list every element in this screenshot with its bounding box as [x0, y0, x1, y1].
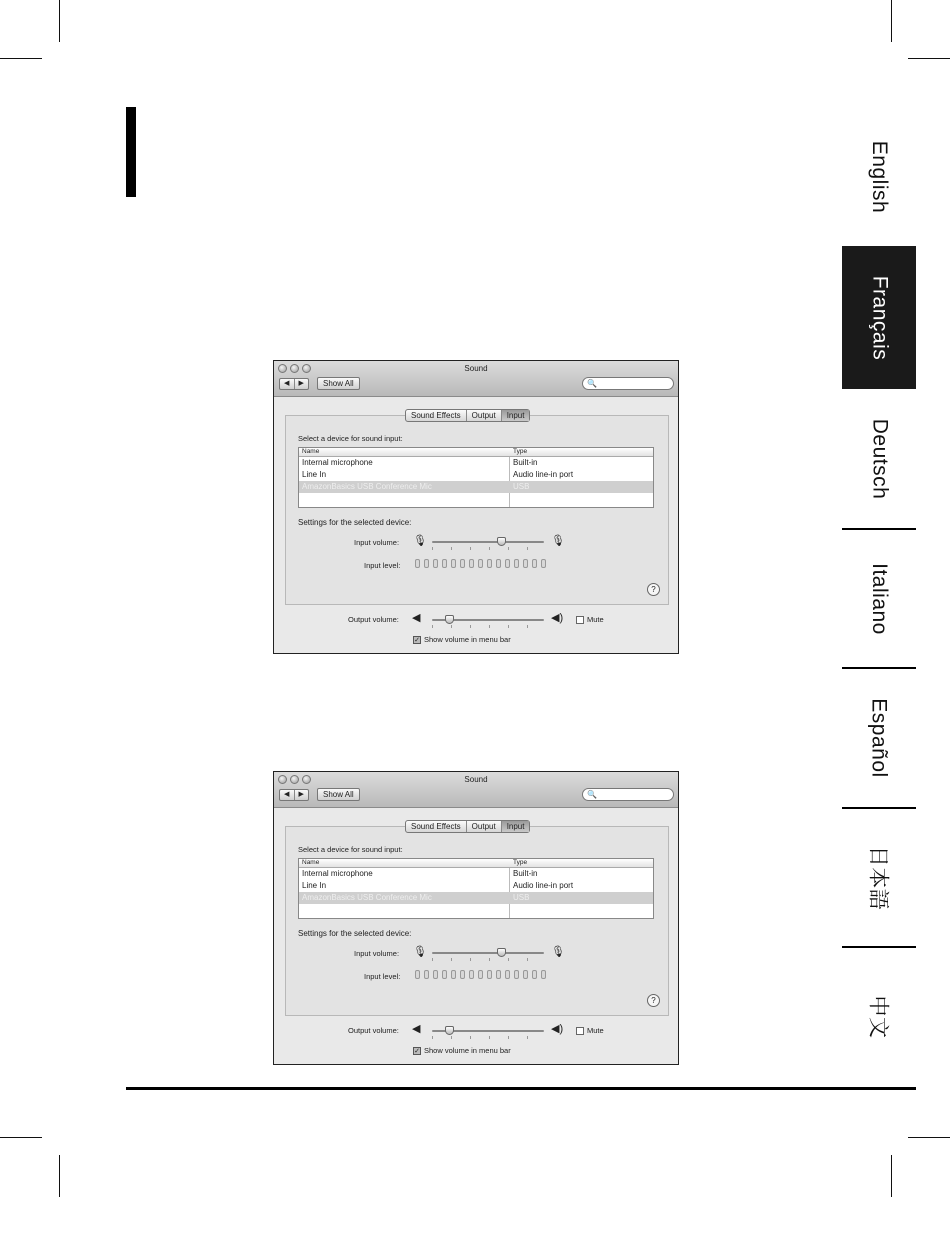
level-led	[469, 559, 474, 568]
input-volume-slider[interactable]	[432, 541, 544, 543]
slider-ticks	[432, 547, 546, 550]
level-led	[505, 559, 510, 568]
column-header-type[interactable]: Type	[513, 448, 528, 455]
column-header-name[interactable]: Name	[302, 448, 320, 455]
speaker-low-icon: ◀	[412, 1023, 421, 1035]
crop-mark	[891, 1155, 892, 1197]
microphone-low-icon: 🎙	[413, 535, 427, 547]
table-header	[299, 859, 653, 868]
speaker-high-icon: ◀)	[551, 1023, 564, 1035]
speaker-low-icon: ◀	[412, 612, 421, 624]
level-led	[541, 559, 546, 568]
show-volume-label: Show volume in menu bar	[424, 1046, 511, 1055]
window-titlebar	[274, 772, 678, 808]
show-volume-checkbox[interactable]: ✓	[414, 1048, 420, 1055]
sound-preferences-screenshot-1	[273, 360, 679, 654]
device-type: Audio line-in port	[513, 470, 574, 479]
level-led	[442, 559, 447, 568]
table-header	[299, 448, 653, 457]
level-led	[514, 970, 519, 979]
show-all-button[interactable]: Show All	[317, 377, 360, 390]
level-led	[523, 559, 528, 568]
level-led	[424, 970, 429, 979]
language-tab-english[interactable]: English	[867, 140, 891, 214]
device-type: Built-in	[513, 458, 538, 467]
tab-input[interactable]: Input	[502, 410, 530, 421]
column-header-name[interactable]: Name	[302, 859, 320, 866]
mute-checkbox[interactable]	[576, 1027, 584, 1035]
select-device-label: Select a device for sound input:	[298, 434, 403, 443]
forward-arrow-icon[interactable]: ▶	[298, 380, 304, 387]
crop-mark	[0, 1137, 42, 1138]
mute-checkbox[interactable]	[576, 616, 584, 624]
forward-arrow-icon[interactable]: ▶	[298, 791, 304, 798]
level-led	[415, 970, 420, 979]
settings-label: Settings for the selected device:	[298, 929, 412, 938]
help-button[interactable]: ?	[647, 583, 660, 596]
input-pane	[285, 826, 669, 1016]
footer-rule	[126, 1087, 916, 1090]
table-row[interactable]	[299, 880, 653, 892]
level-led	[469, 970, 474, 979]
back-forward-buttons	[279, 378, 309, 390]
language-tab-deutsch[interactable]: Deutsch	[868, 418, 892, 500]
column-header-type[interactable]: Type	[513, 859, 528, 866]
table-row-selected[interactable]	[299, 892, 653, 904]
crop-mark	[0, 58, 42, 59]
mute-label: Mute	[587, 1026, 604, 1035]
slider-knob[interactable]	[445, 615, 454, 624]
speaker-high-icon: ◀)	[551, 612, 564, 624]
input-volume-label: Input volume:	[354, 538, 400, 547]
table-row-selected[interactable]	[299, 481, 653, 493]
language-tab-italiano[interactable]: Italiano	[868, 562, 891, 635]
slider-ticks	[432, 625, 546, 628]
section-marker-bar	[126, 107, 136, 197]
sound-preferences-screenshot-2	[273, 771, 679, 1065]
settings-label: Settings for the selected device:	[298, 518, 412, 527]
device-type: Audio line-in port	[513, 881, 574, 890]
input-level-meter	[415, 970, 546, 979]
input-pane	[285, 415, 669, 605]
level-led	[487, 970, 492, 979]
show-volume-checkbox[interactable]: ✓	[414, 637, 420, 644]
crop-mark	[891, 0, 892, 42]
input-volume-slider[interactable]	[432, 952, 544, 954]
device-name: Internal microphone	[302, 458, 373, 467]
input-level-label: Input level:	[364, 972, 401, 981]
back-arrow-icon[interactable]: ◀	[280, 379, 295, 389]
level-led	[424, 559, 429, 568]
input-level-label: Input level:	[364, 561, 401, 570]
device-name: AmazonBasics USB Conference Mic	[302, 893, 432, 902]
device-type: Built-in	[513, 869, 538, 878]
level-led	[433, 559, 438, 568]
back-forward-buttons	[279, 789, 309, 801]
tab-sound-effects[interactable]: Sound Effects	[406, 410, 467, 421]
level-led	[514, 559, 519, 568]
show-all-button[interactable]: Show All	[317, 788, 360, 801]
level-led	[541, 970, 546, 979]
device-table	[298, 447, 654, 508]
output-volume-label: Output volume:	[348, 1026, 399, 1035]
level-led	[523, 970, 528, 979]
table-row[interactable]	[299, 868, 653, 880]
show-volume-label: Show volume in menu bar	[424, 635, 511, 644]
level-led	[415, 559, 420, 568]
level-led	[451, 970, 456, 979]
tab-output[interactable]: Output	[467, 821, 502, 832]
input-volume-label: Input volume:	[354, 949, 400, 958]
device-name: Line In	[302, 881, 327, 890]
slider-knob[interactable]	[445, 1026, 454, 1035]
device-table	[298, 858, 654, 919]
level-led	[532, 559, 537, 568]
level-led	[451, 559, 456, 568]
level-led	[505, 970, 510, 979]
device-name: AmazonBasics USB Conference Mic	[302, 482, 432, 491]
microphone-high-icon: 🎙	[551, 535, 565, 547]
window-title: Sound	[464, 775, 488, 784]
search-icon: 🔍	[587, 790, 597, 799]
slider-ticks	[432, 1036, 546, 1039]
crop-mark	[908, 58, 950, 59]
device-type: USB	[513, 893, 530, 902]
language-tab-japanese[interactable]: 日本語	[866, 845, 889, 910]
output-volume-slider[interactable]	[432, 619, 544, 621]
language-tab-francais[interactable]: Français	[842, 246, 916, 389]
back-arrow-icon[interactable]: ◀	[280, 790, 295, 800]
crop-mark	[908, 1137, 950, 1138]
level-led	[478, 559, 483, 568]
crop-mark	[59, 1155, 60, 1197]
output-volume-slider[interactable]	[432, 1030, 544, 1032]
device-name: Internal microphone	[302, 869, 373, 878]
level-led	[487, 559, 492, 568]
level-led	[433, 970, 438, 979]
tab-output[interactable]: Output	[467, 410, 502, 421]
output-volume-label: Output volume:	[348, 615, 399, 624]
window-title: Sound	[464, 364, 488, 373]
language-tab-espanol[interactable]: Español	[868, 698, 892, 778]
slider-ticks	[432, 958, 546, 961]
level-led	[496, 970, 501, 979]
level-led	[478, 970, 483, 979]
crop-mark	[59, 0, 60, 42]
tab-sound-effects[interactable]: Sound Effects	[406, 821, 467, 832]
select-device-label: Select a device for sound input:	[298, 845, 403, 854]
level-led	[460, 970, 465, 979]
tab-input[interactable]: Input	[502, 821, 530, 832]
language-tab-chinese[interactable]: 中文	[866, 995, 889, 1039]
microphone-low-icon: 🎙	[413, 946, 427, 958]
table-row[interactable]	[299, 457, 653, 469]
search-field[interactable]	[582, 788, 674, 801]
level-led	[496, 559, 501, 568]
help-button[interactable]: ?	[647, 994, 660, 1007]
device-type: USB	[513, 482, 530, 491]
microphone-high-icon: 🎙	[551, 946, 565, 958]
window-titlebar	[274, 361, 678, 397]
mute-label: Mute	[587, 615, 604, 624]
device-name: Line In	[302, 470, 327, 479]
level-led	[460, 559, 465, 568]
input-level-meter	[415, 559, 546, 568]
level-led	[532, 970, 537, 979]
sound-tabs	[405, 409, 530, 422]
level-led	[442, 970, 447, 979]
sound-tabs	[405, 820, 530, 833]
table-row[interactable]	[299, 469, 653, 481]
search-icon: 🔍	[587, 379, 597, 388]
search-field[interactable]	[582, 377, 674, 390]
